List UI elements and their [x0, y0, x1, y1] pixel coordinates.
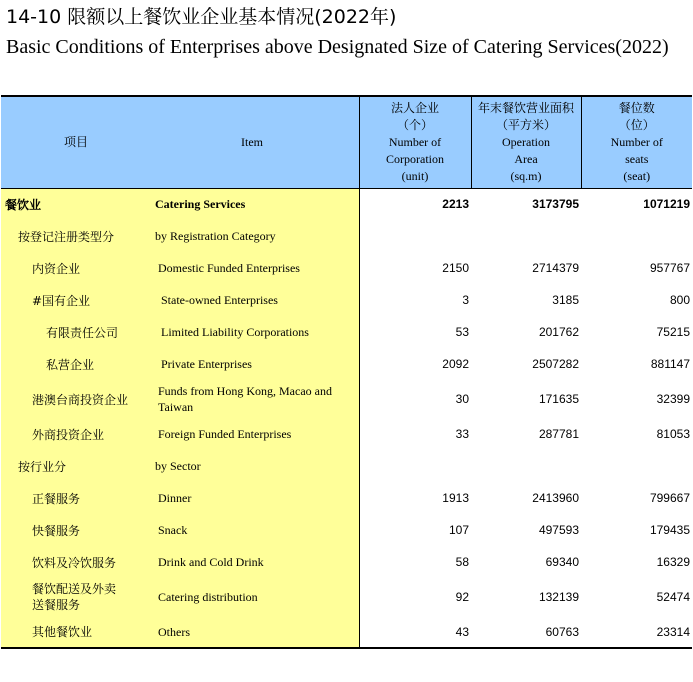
operation-area	[471, 220, 581, 252]
seat-count	[581, 450, 692, 482]
page-title-english: Basic Conditions of Enterprises above Designated Size of Catering Services(2022)	[6, 36, 669, 58]
seat-count: 800	[669, 293, 690, 307]
corporation-count: 2150	[442, 261, 469, 275]
header-seats: 餐位数 （位） Number of seats (seat)	[581, 96, 692, 188]
table-row	[1, 578, 692, 616]
corporation-count	[359, 220, 471, 252]
table-row	[1, 188, 692, 220]
row-label-chinese: 私营企业	[1, 348, 151, 380]
seat-count: 957767	[649, 261, 690, 275]
corporation-count: 2213	[442, 197, 469, 212]
table-row	[1, 514, 692, 546]
header-item-english: Item	[151, 96, 359, 188]
table-row	[1, 316, 692, 348]
row-label-chinese: 饮料及冷饮服务	[1, 546, 151, 578]
row-label-english: Limited Liability Corporations	[151, 316, 359, 348]
operation-area: 2714379	[532, 261, 579, 275]
operation-area: 201762	[538, 325, 579, 339]
seat-count: 81053	[656, 427, 690, 441]
row-label-chinese: 餐饮配送及外卖送餐服务	[1, 578, 151, 616]
statistics-table	[1, 95, 692, 649]
corporation-count	[359, 450, 471, 482]
corporation-count: 92	[455, 590, 469, 604]
operation-area: 287781	[538, 427, 579, 441]
corporation-count: 3	[462, 293, 469, 307]
row-label-chinese: 外商投资企业	[1, 418, 151, 450]
row-label-english: by Sector	[151, 450, 359, 482]
operation-area: 2507282	[532, 357, 579, 371]
table-row	[1, 418, 692, 450]
corporation-count: 107	[448, 523, 469, 537]
operation-area: 132139	[538, 590, 579, 604]
row-label-english: by Registration Category	[151, 220, 359, 252]
table-row	[1, 380, 692, 418]
corporation-count: 43	[359, 616, 471, 648]
table-header-row	[1, 96, 692, 188]
header-item-chinese: 项目	[1, 96, 151, 188]
header-corporations: 法人企业 （个） Number of Corporation (unit)	[359, 96, 471, 188]
page-title-chinese: 14-10 限额以上餐饮业企业基本情况(2022年)	[6, 6, 397, 28]
row-label-english: Others	[151, 616, 359, 648]
row-label-chinese: 正餐服务	[1, 482, 151, 514]
seat-count	[581, 220, 692, 252]
operation-area: 3185	[552, 293, 579, 307]
seat-count: 179435	[649, 523, 690, 537]
row-label-chinese: 按行业分	[1, 450, 151, 482]
operation-area: 3173795	[532, 197, 579, 212]
row-label-english: Funds from Hong Kong, Macao and Taiwan	[151, 380, 359, 418]
corporation-count: 53	[455, 325, 469, 339]
header-operation-area: 年末餐饮营业面积 （平方米） Operation Area (sq.m)	[471, 96, 581, 188]
row-label-chinese: 其他餐饮业	[1, 616, 151, 648]
table-row	[1, 616, 692, 648]
table-row	[1, 220, 692, 252]
operation-area: 2413960	[532, 491, 579, 505]
seat-count: 1071219	[643, 197, 690, 212]
seat-count: 23314	[581, 616, 692, 648]
corporation-count: 58	[455, 555, 469, 569]
seat-count: 16329	[656, 555, 690, 569]
table-row	[1, 450, 692, 482]
row-label-english: Snack	[151, 514, 359, 546]
seat-count: 799667	[649, 491, 690, 505]
operation-area: 69340	[545, 555, 579, 569]
corporation-count: 33	[455, 427, 469, 441]
corporation-count: 30	[455, 392, 469, 406]
row-label-english: Domestic Funded Enterprises	[151, 252, 359, 284]
operation-area: 171635	[538, 392, 579, 406]
table-row	[1, 482, 692, 514]
row-label-english: Dinner	[151, 482, 359, 514]
table-row	[1, 252, 692, 284]
row-label-chinese: 港澳台商投资企业	[1, 380, 151, 418]
row-label-english: Catering distribution	[151, 578, 359, 616]
operation-area: 497593	[538, 523, 579, 537]
row-label-english: Drink and Cold Drink	[151, 546, 359, 578]
row-label-chinese: #国有企业	[1, 284, 151, 316]
table-row	[1, 546, 692, 578]
row-label-chinese: 内资企业	[1, 252, 151, 284]
seat-count: 32399	[656, 392, 690, 406]
corporation-count: 2092	[442, 357, 469, 371]
row-label-english: State-owned Enterprises	[151, 284, 359, 316]
table-row	[1, 348, 692, 380]
row-label-english: Private Enterprises	[151, 348, 359, 380]
seat-count: 52474	[656, 590, 690, 604]
row-label-chinese: 餐饮业	[1, 188, 151, 220]
seat-count: 75215	[656, 325, 690, 339]
row-label-chinese: 有限责任公司	[1, 316, 151, 348]
seat-count: 881147	[650, 357, 690, 371]
row-label-chinese: 按登记注册类型分	[1, 220, 151, 252]
corporation-count: 1913	[442, 491, 469, 505]
row-label-chinese: 快餐服务	[1, 514, 151, 546]
operation-area: 60763	[471, 616, 581, 648]
row-label-english: Catering Services	[151, 188, 359, 220]
operation-area	[471, 450, 581, 482]
row-label-english: Foreign Funded Enterprises	[151, 418, 359, 450]
table-row	[1, 284, 692, 316]
